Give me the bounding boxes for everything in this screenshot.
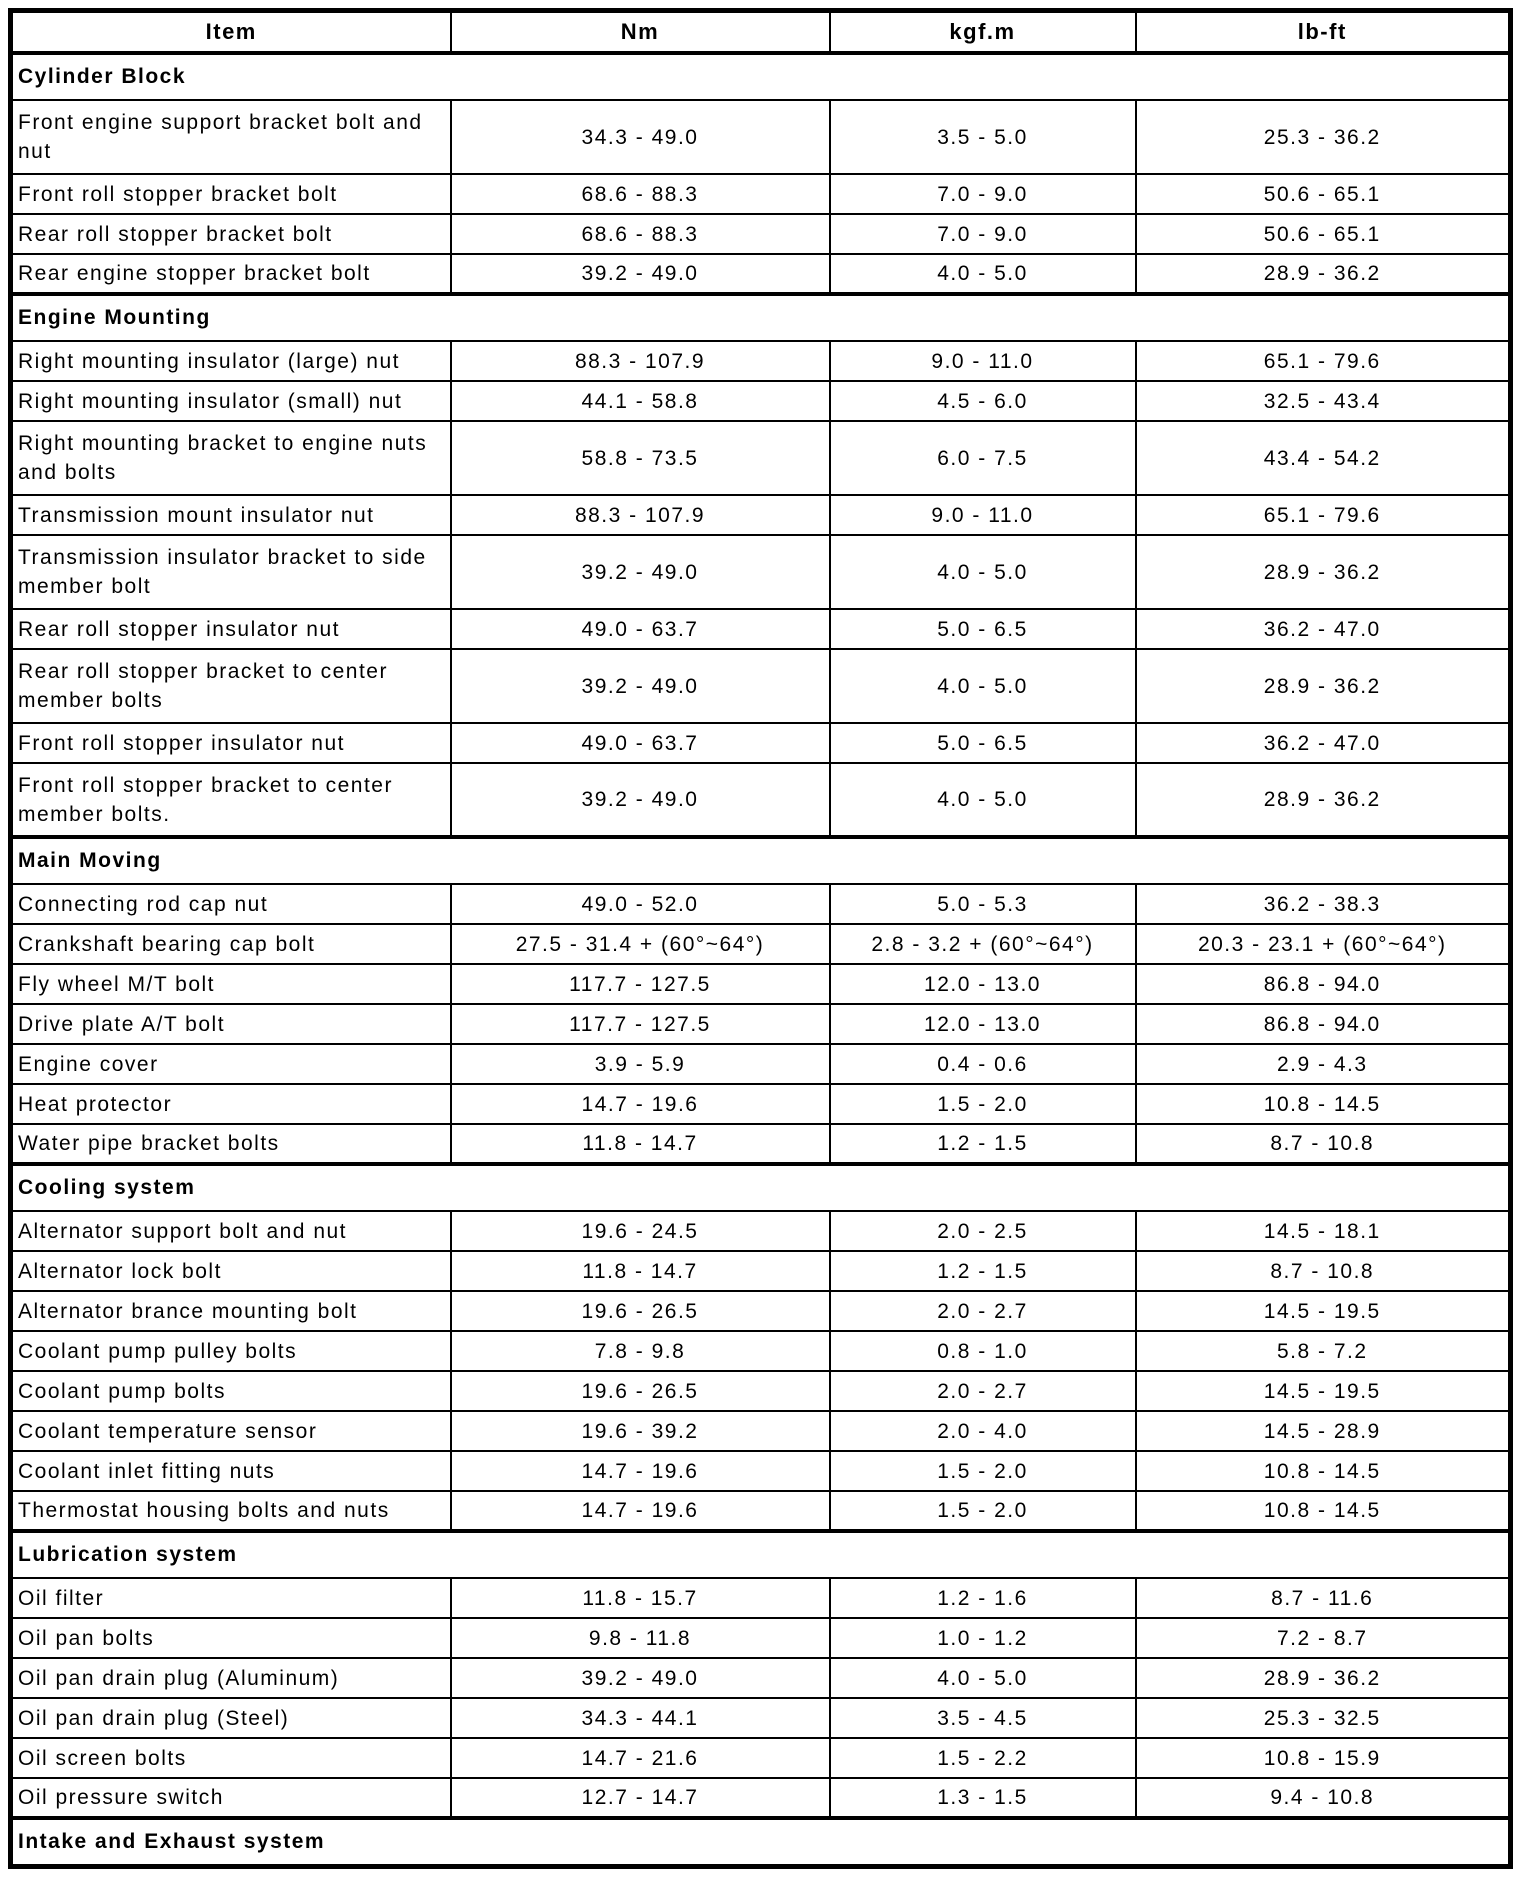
item-cell: Oil pan drain plug (Steel) [11, 1698, 451, 1738]
kgfm-value-cell: 12.0 - 13.0 [830, 964, 1136, 1004]
lbft-value-cell: 36.2 - 38.3 [1136, 884, 1511, 924]
item-cell: Transmission mount insulator nut [11, 495, 451, 535]
table-row [11, 1698, 1511, 1738]
lbft-value-cell: 32.5 - 43.4 [1136, 381, 1511, 421]
table-row [11, 1211, 1511, 1251]
section-title: Lubrication system [11, 1531, 1511, 1578]
item-cell: Thermostat housing bolts and nuts [11, 1491, 451, 1531]
table-row [11, 649, 1511, 723]
nm-value-cell: 58.8 - 73.5 [451, 421, 830, 495]
table-row [11, 1658, 1511, 1698]
col-header-item: Item [11, 11, 451, 54]
nm-value-cell: 34.3 - 49.0 [451, 100, 830, 174]
item-cell: Alternator lock bolt [11, 1251, 451, 1291]
section-header-row [11, 53, 1511, 100]
nm-value-cell: 14.7 - 19.6 [451, 1084, 830, 1124]
nm-value-cell: 39.2 - 49.0 [451, 649, 830, 723]
nm-value-cell: 117.7 - 127.5 [451, 1004, 830, 1044]
table-row [11, 1331, 1511, 1371]
lbft-value-cell: 28.9 - 36.2 [1136, 649, 1511, 723]
lbft-value-cell: 28.9 - 36.2 [1136, 535, 1511, 609]
lbft-value-cell: 86.8 - 94.0 [1136, 1004, 1511, 1044]
nm-value-cell: 14.7 - 19.6 [451, 1491, 830, 1531]
nm-value-cell: 44.1 - 58.8 [451, 381, 830, 421]
torque-spec-table [8, 8, 1513, 1869]
kgfm-value-cell: 4.0 - 5.0 [830, 254, 1136, 294]
lbft-value-cell: 10.8 - 14.5 [1136, 1084, 1511, 1124]
table-row [11, 1578, 1511, 1618]
kgfm-value-cell: 2.0 - 2.7 [830, 1371, 1136, 1411]
table-row [11, 341, 1511, 381]
lbft-value-cell: 36.2 - 47.0 [1136, 609, 1511, 649]
table-row [11, 1124, 1511, 1164]
lbft-value-cell: 14.5 - 19.5 [1136, 1291, 1511, 1331]
nm-value-cell: 19.6 - 24.5 [451, 1211, 830, 1251]
kgfm-value-cell: 1.3 - 1.5 [830, 1778, 1136, 1818]
kgfm-value-cell: 12.0 - 13.0 [830, 1004, 1136, 1044]
kgfm-value-cell: 4.0 - 5.0 [830, 649, 1136, 723]
table-row [11, 174, 1511, 214]
lbft-value-cell: 25.3 - 36.2 [1136, 100, 1511, 174]
kgfm-value-cell: 1.2 - 1.6 [830, 1578, 1136, 1618]
item-cell: Front roll stopper insulator nut [11, 723, 451, 763]
table-row [11, 1411, 1511, 1451]
item-cell: Rear engine stopper bracket bolt [11, 254, 451, 294]
item-cell: Oil pan bolts [11, 1618, 451, 1658]
nm-value-cell: 39.2 - 49.0 [451, 1658, 830, 1698]
section-title: Intake and Exhaust system [11, 1818, 1511, 1867]
item-cell: Alternator brance mounting bolt [11, 1291, 451, 1331]
lbft-value-cell: 10.8 - 15.9 [1136, 1738, 1511, 1778]
table-row [11, 924, 1511, 964]
table-row [11, 1251, 1511, 1291]
item-cell: Front roll stopper bracket bolt [11, 174, 451, 214]
lbft-value-cell: 25.3 - 32.5 [1136, 1698, 1511, 1738]
lbft-value-cell: 28.9 - 36.2 [1136, 763, 1511, 837]
nm-value-cell: 39.2 - 49.0 [451, 254, 830, 294]
nm-value-cell: 27.5 - 31.4 + (60°~64°) [451, 924, 830, 964]
nm-value-cell: 14.7 - 19.6 [451, 1451, 830, 1491]
item-cell: Oil screen bolts [11, 1738, 451, 1778]
kgfm-value-cell: 5.0 - 6.5 [830, 723, 1136, 763]
item-cell: Connecting rod cap nut [11, 884, 451, 924]
table-row [11, 421, 1511, 495]
col-header-nm: Nm [451, 11, 830, 54]
kgfm-value-cell: 2.0 - 2.5 [830, 1211, 1136, 1251]
nm-value-cell: 19.6 - 26.5 [451, 1291, 830, 1331]
item-cell: Right mounting bracket to engine nuts and bolts [11, 421, 451, 495]
section-header-row [11, 1164, 1511, 1211]
nm-value-cell: 49.0 - 63.7 [451, 609, 830, 649]
table-row [11, 1618, 1511, 1658]
item-cell: Coolant pump bolts [11, 1371, 451, 1411]
col-header-kgfm: kgf.m [830, 11, 1136, 54]
nm-value-cell: 88.3 - 107.9 [451, 341, 830, 381]
kgfm-value-cell: 4.5 - 6.0 [830, 381, 1136, 421]
table-row [11, 1084, 1511, 1124]
table-row [11, 381, 1511, 421]
nm-value-cell: 39.2 - 49.0 [451, 763, 830, 837]
table-row [11, 100, 1511, 174]
col-header-lbft: lb-ft [1136, 11, 1511, 54]
item-cell: Engine cover [11, 1044, 451, 1084]
nm-value-cell: 68.6 - 88.3 [451, 174, 830, 214]
section-title: Main Moving [11, 837, 1511, 884]
nm-value-cell: 9.8 - 11.8 [451, 1618, 830, 1658]
section-title: Cylinder Block [11, 53, 1511, 100]
lbft-value-cell: 50.6 - 65.1 [1136, 214, 1511, 254]
item-cell: Coolant pump pulley bolts [11, 1331, 451, 1371]
kgfm-value-cell: 5.0 - 5.3 [830, 884, 1136, 924]
kgfm-value-cell: 1.5 - 2.0 [830, 1084, 1136, 1124]
nm-value-cell: 88.3 - 107.9 [451, 495, 830, 535]
lbft-value-cell: 5.8 - 7.2 [1136, 1331, 1511, 1371]
section-header-row [11, 1818, 1511, 1867]
lbft-value-cell: 36.2 - 47.0 [1136, 723, 1511, 763]
kgfm-value-cell: 7.0 - 9.0 [830, 214, 1136, 254]
kgfm-value-cell: 0.4 - 0.6 [830, 1044, 1136, 1084]
nm-value-cell: 11.8 - 14.7 [451, 1124, 830, 1164]
item-cell: Rear roll stopper insulator nut [11, 609, 451, 649]
table-row [11, 763, 1511, 837]
table-row [11, 1291, 1511, 1331]
lbft-value-cell: 28.9 - 36.2 [1136, 1658, 1511, 1698]
table-row [11, 214, 1511, 254]
kgfm-value-cell: 3.5 - 5.0 [830, 100, 1136, 174]
lbft-value-cell: 9.4 - 10.8 [1136, 1778, 1511, 1818]
nm-value-cell: 19.6 - 26.5 [451, 1371, 830, 1411]
item-cell: Fly wheel M/T bolt [11, 964, 451, 1004]
table-header [11, 11, 1511, 54]
item-cell: Alternator support bolt and nut [11, 1211, 451, 1251]
item-cell: Transmission insulator bracket to side member bolt [11, 535, 451, 609]
nm-value-cell: 117.7 - 127.5 [451, 964, 830, 1004]
nm-value-cell: 11.8 - 14.7 [451, 1251, 830, 1291]
section-title: Engine Mounting [11, 294, 1511, 341]
nm-value-cell: 34.3 - 44.1 [451, 1698, 830, 1738]
kgfm-value-cell: 1.5 - 2.2 [830, 1738, 1136, 1778]
table-row [11, 1371, 1511, 1411]
item-cell: Right mounting insulator (small) nut [11, 381, 451, 421]
kgfm-value-cell: 2.8 - 3.2 + (60°~64°) [830, 924, 1136, 964]
nm-value-cell: 7.8 - 9.8 [451, 1331, 830, 1371]
nm-value-cell: 49.0 - 63.7 [451, 723, 830, 763]
nm-value-cell: 49.0 - 52.0 [451, 884, 830, 924]
nm-value-cell: 39.2 - 49.0 [451, 535, 830, 609]
kgfm-value-cell: 3.5 - 4.5 [830, 1698, 1136, 1738]
kgfm-value-cell: 6.0 - 7.5 [830, 421, 1136, 495]
item-cell: Front engine support bracket bolt and nut [11, 100, 451, 174]
item-cell: Rear roll stopper bracket to center member bolts [11, 649, 451, 723]
lbft-value-cell: 14.5 - 19.5 [1136, 1371, 1511, 1411]
kgfm-value-cell: 2.0 - 2.7 [830, 1291, 1136, 1331]
kgfm-value-cell: 9.0 - 11.0 [830, 495, 1136, 535]
item-cell: Drive plate A/T bolt [11, 1004, 451, 1044]
nm-value-cell: 68.6 - 88.3 [451, 214, 830, 254]
kgfm-value-cell: 7.0 - 9.0 [830, 174, 1136, 214]
table-row [11, 609, 1511, 649]
nm-value-cell: 12.7 - 14.7 [451, 1778, 830, 1818]
table-row [11, 1491, 1511, 1531]
item-cell: Coolant inlet fitting nuts [11, 1451, 451, 1491]
kgfm-value-cell: 0.8 - 1.0 [830, 1331, 1136, 1371]
lbft-value-cell: 10.8 - 14.5 [1136, 1491, 1511, 1531]
section-header-row [11, 294, 1511, 341]
lbft-value-cell: 10.8 - 14.5 [1136, 1451, 1511, 1491]
item-cell: Rear roll stopper bracket bolt [11, 214, 451, 254]
lbft-value-cell: 8.7 - 11.6 [1136, 1578, 1511, 1618]
lbft-value-cell: 8.7 - 10.8 [1136, 1251, 1511, 1291]
section-header-row [11, 837, 1511, 884]
nm-value-cell: 19.6 - 39.2 [451, 1411, 830, 1451]
kgfm-value-cell: 1.5 - 2.0 [830, 1491, 1136, 1531]
item-cell: Heat protector [11, 1084, 451, 1124]
lbft-value-cell: 43.4 - 54.2 [1136, 421, 1511, 495]
kgfm-value-cell: 4.0 - 5.0 [830, 535, 1136, 609]
kgfm-value-cell: 1.2 - 1.5 [830, 1124, 1136, 1164]
table-body [11, 53, 1511, 1867]
kgfm-value-cell: 1.2 - 1.5 [830, 1251, 1136, 1291]
nm-value-cell: 11.8 - 15.7 [451, 1578, 830, 1618]
table-row [11, 1451, 1511, 1491]
table-row [11, 1778, 1511, 1818]
lbft-value-cell: 7.2 - 8.7 [1136, 1618, 1511, 1658]
lbft-value-cell: 14.5 - 28.9 [1136, 1411, 1511, 1451]
section-title: Cooling system [11, 1164, 1511, 1211]
kgfm-value-cell: 1.0 - 1.2 [830, 1618, 1136, 1658]
lbft-value-cell: 8.7 - 10.8 [1136, 1124, 1511, 1164]
kgfm-value-cell: 4.0 - 5.0 [830, 1658, 1136, 1698]
item-cell: Coolant temperature sensor [11, 1411, 451, 1451]
lbft-value-cell: 14.5 - 18.1 [1136, 1211, 1511, 1251]
kgfm-value-cell: 4.0 - 5.0 [830, 763, 1136, 837]
kgfm-value-cell: 5.0 - 6.5 [830, 609, 1136, 649]
table-row [11, 1738, 1511, 1778]
table-row [11, 495, 1511, 535]
table-row [11, 535, 1511, 609]
kgfm-value-cell: 9.0 - 11.0 [830, 341, 1136, 381]
table-row [11, 884, 1511, 924]
section-header-row [11, 1531, 1511, 1578]
lbft-value-cell: 65.1 - 79.6 [1136, 495, 1511, 535]
item-cell: Right mounting insulator (large) nut [11, 341, 451, 381]
item-cell: Crankshaft bearing cap bolt [11, 924, 451, 964]
nm-value-cell: 3.9 - 5.9 [451, 1044, 830, 1084]
item-cell: Oil filter [11, 1578, 451, 1618]
item-cell: Oil pressure switch [11, 1778, 451, 1818]
kgfm-value-cell: 1.5 - 2.0 [830, 1451, 1136, 1491]
table-row [11, 964, 1511, 1004]
item-cell: Front roll stopper bracket to center member bolts. [11, 763, 451, 837]
lbft-value-cell: 86.8 - 94.0 [1136, 964, 1511, 1004]
kgfm-value-cell: 2.0 - 4.0 [830, 1411, 1136, 1451]
nm-value-cell: 14.7 - 21.6 [451, 1738, 830, 1778]
lbft-value-cell: 20.3 - 23.1 + (60°~64°) [1136, 924, 1511, 964]
item-cell: Water pipe bracket bolts [11, 1124, 451, 1164]
table-row [11, 254, 1511, 294]
table-row [11, 1004, 1511, 1044]
lbft-value-cell: 65.1 - 79.6 [1136, 341, 1511, 381]
item-cell: Oil pan drain plug (Aluminum) [11, 1658, 451, 1698]
header-row [11, 11, 1511, 54]
table-row [11, 1044, 1511, 1084]
lbft-value-cell: 50.6 - 65.1 [1136, 174, 1511, 214]
lbft-value-cell: 2.9 - 4.3 [1136, 1044, 1511, 1084]
lbft-value-cell: 28.9 - 36.2 [1136, 254, 1511, 294]
table-row [11, 723, 1511, 763]
